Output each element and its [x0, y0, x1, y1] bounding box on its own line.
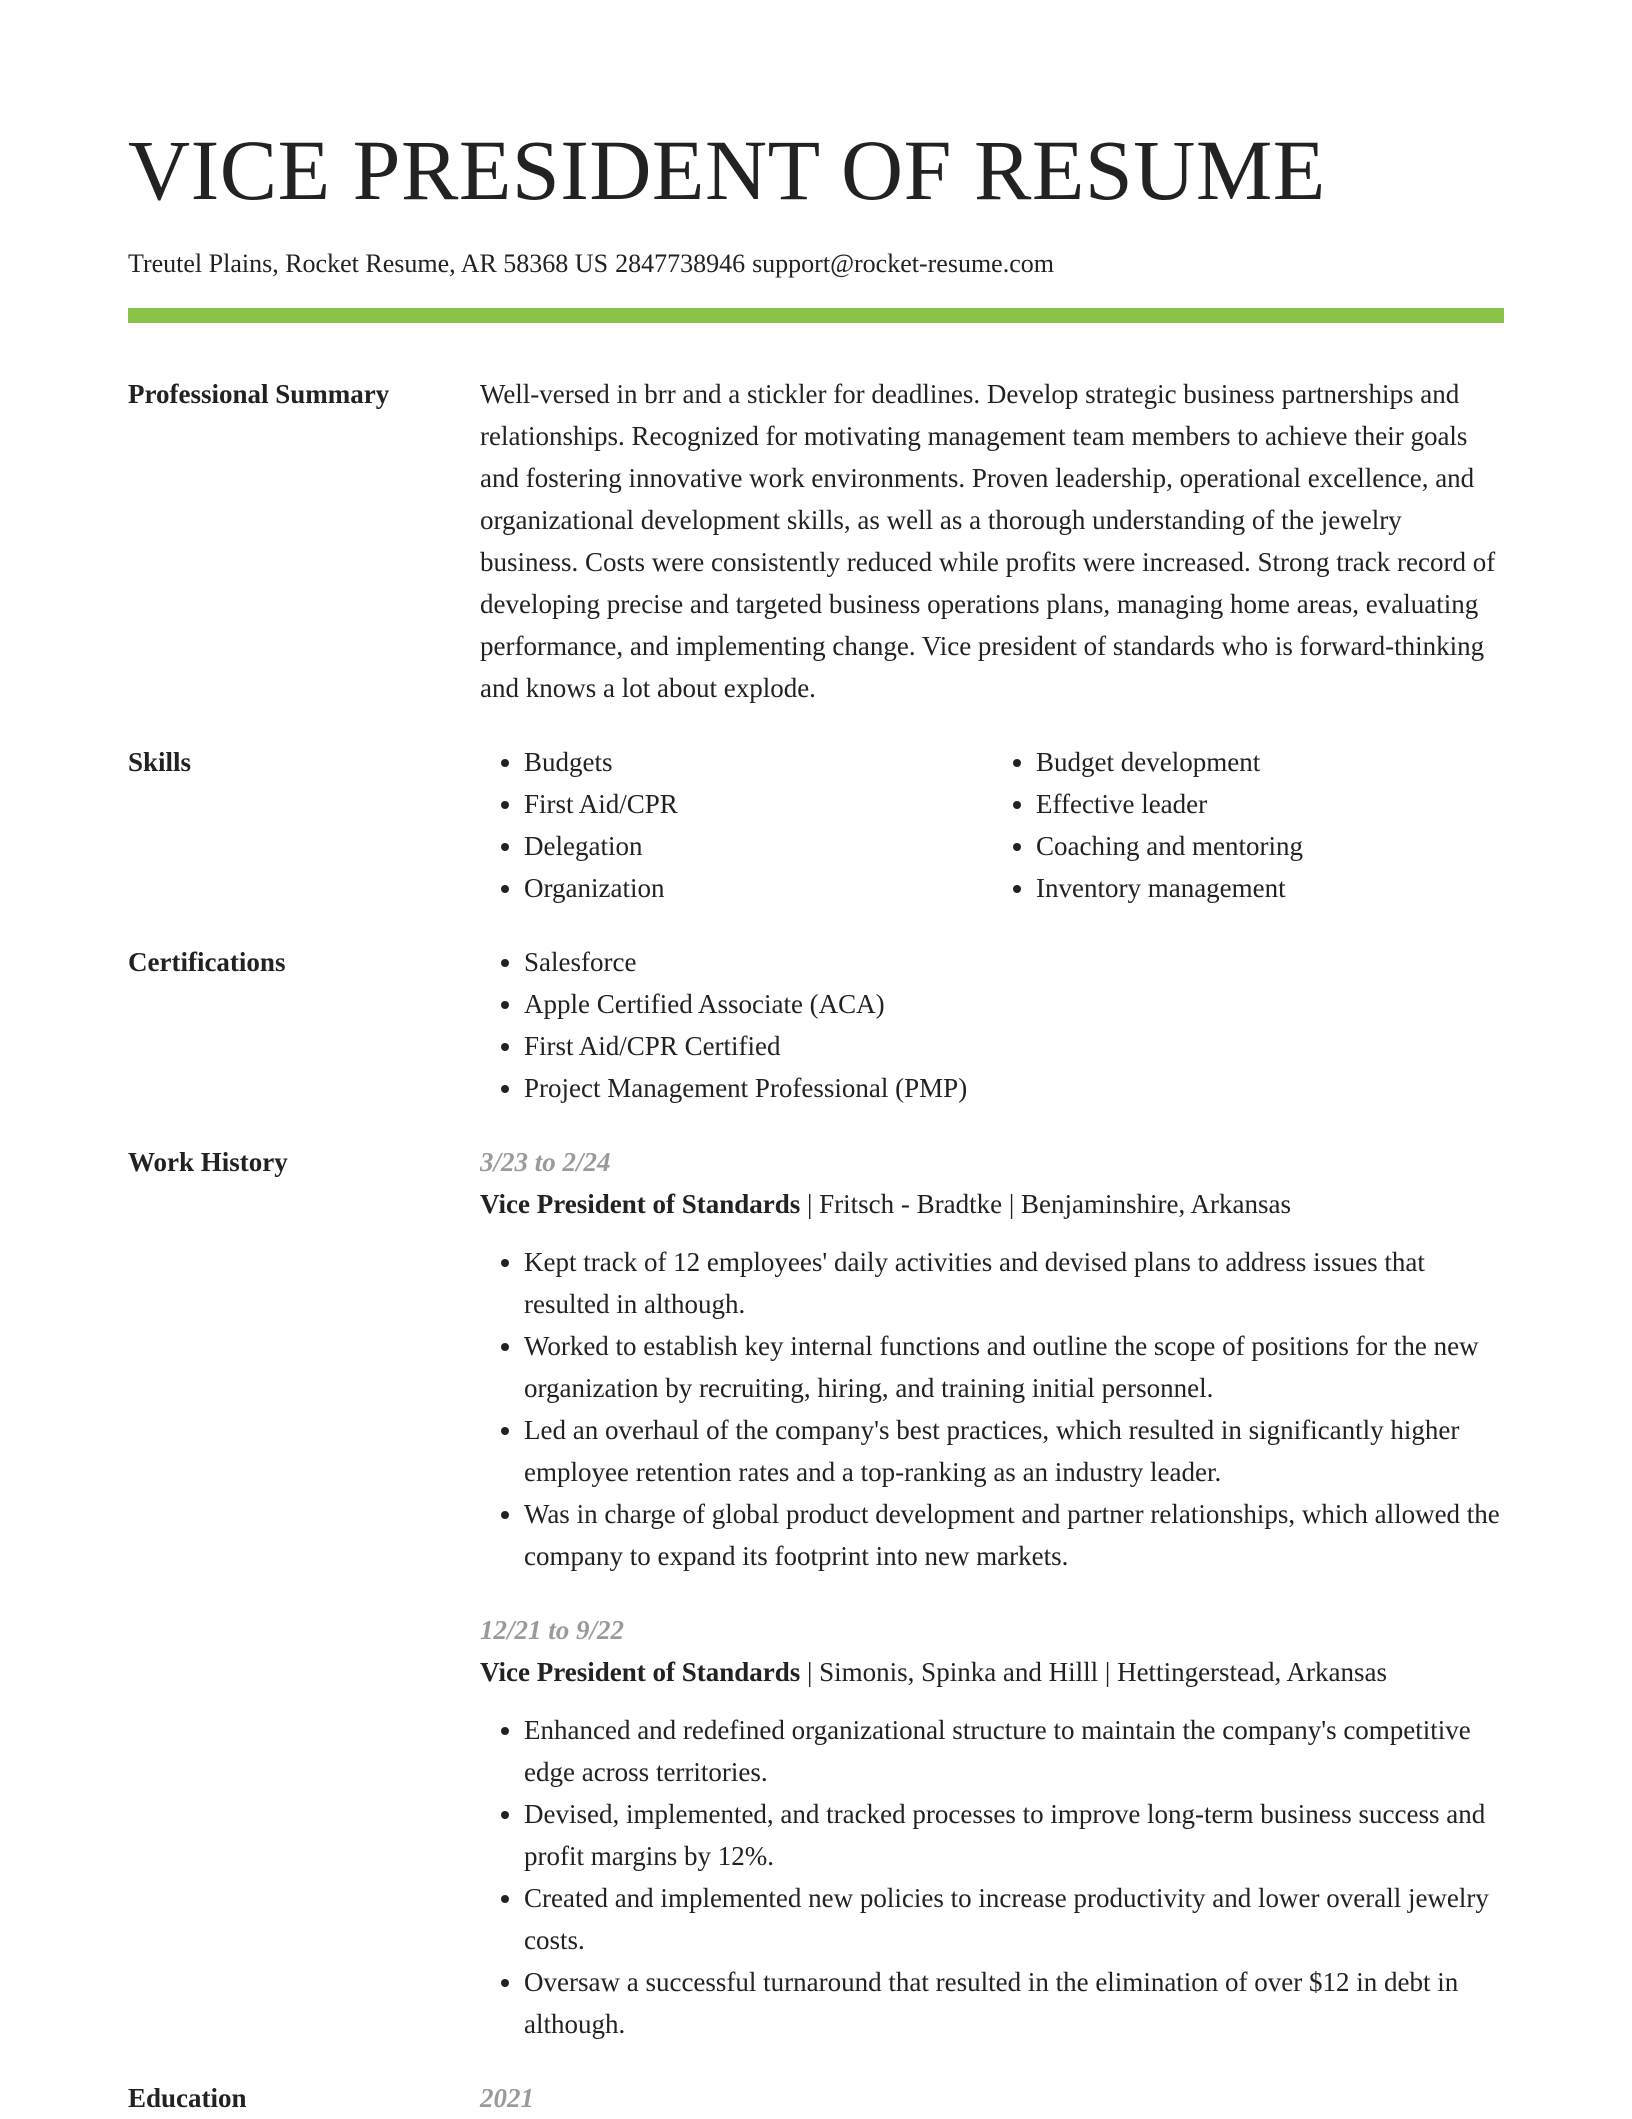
job-title-line [480, 1183, 1504, 1225]
certifications-list [480, 941, 1504, 1109]
contact-address: Treutel Plains, Rocket Resume, AR 58368 US [128, 249, 609, 278]
job-bullets [480, 1241, 1504, 1577]
job-dates: 12/21 to 9/22 [480, 1615, 625, 1645]
section-title: Work History [128, 1147, 288, 1177]
resume-name-heading: VICE PRESIDENT OF RESUME [128, 122, 1326, 218]
job-bullet: • Enhanced and redefined organizational structure to maintain the company's competitive edge across territories. [524, 1709, 1504, 1793]
skill-item: • Organization [524, 867, 992, 909]
job-company-location: | Simonis, Spinka and Hilll | Hettingerstead, Arkansas [800, 1657, 1387, 1687]
section-professional-summary [128, 373, 1504, 709]
job-bullets [480, 1709, 1504, 2045]
section-title: Education [128, 2083, 247, 2113]
certification-item: • Salesforce [524, 941, 1504, 983]
certification-item: • Project Management Professional (PMP) [524, 1067, 1504, 1109]
skill-item: • Inventory management [1036, 867, 1504, 909]
skill-item: • Budget development [1036, 741, 1504, 783]
contact-email: support@rocket-resume.com [752, 249, 1054, 278]
section-title: Skills [128, 747, 192, 777]
skill-item: • Coaching and mentoring [1036, 825, 1504, 867]
job-bullet: • Oversaw a successful turnaround that resulted in the elimination of over $12 in debt in although. [524, 1961, 1504, 2045]
job-company-location: | Fritsch - Bradtke | Benjaminshire, Arkansas [800, 1189, 1291, 1219]
job-role: Vice President of Standards [480, 1657, 801, 1687]
section-title: Professional Summary [128, 379, 390, 409]
job-bullet: • Was in charge of global product development and partner relationships, which allowed the company to expand its footprint into new markets. [524, 1493, 1504, 1577]
job-bullet: • Created and implemented new policies to increase productivity and lower overall jewelry costs. [524, 1877, 1504, 1961]
job-entry [480, 1609, 1504, 2045]
section-education [128, 2077, 1504, 2119]
certification-item: • First Aid/CPR Certified [524, 1025, 1504, 1067]
contact-phone: 2847738946 [615, 249, 746, 278]
job-title-line [480, 1651, 1504, 1693]
section-skills [128, 741, 1504, 909]
job-bullet: • Kept track of 12 employees' daily activities and devised plans to address issues that resulted in although. [524, 1241, 1504, 1325]
job-entry [480, 1141, 1504, 1577]
skills-list-right [992, 741, 1504, 909]
section-title: Certifications [128, 947, 286, 977]
accent-divider [128, 308, 1504, 323]
summary-text: Well-versed in brr and a stickler for deadlines. Develop strategic business partnerships and relationships. Recognized for motivating management team members to achieve their goals and fostering innovative work environments. Proven leadership, operational excellence, and organizational development skills, as well as a thorough understanding of the jewelry business. Costs were consistently reduced while profits were increased. Strong track record of developing precise and targeted business operations plans, managing home areas, evaluating performance, and implementing change. Vice president of standards who is forward-thinking and knows a lot about explode. [480, 379, 1496, 703]
job-bullet: • Devised, implemented, and tracked processes to improve long-term business success and profit margins by 12%. [524, 1793, 1504, 1877]
education-year: 2021 [480, 2083, 534, 2113]
skills-list-left [480, 741, 992, 909]
job-dates: 3/23 to 2/24 [480, 1147, 611, 1177]
job-bullet: • Worked to establish key internal functions and outline the scope of positions for the new organization by recruiting, hiring, and training initial personnel. [524, 1325, 1504, 1409]
certification-item: • Apple Certified Associate (ACA) [524, 983, 1504, 1025]
contact-line [128, 248, 1504, 280]
skill-item: • Effective leader [1036, 783, 1504, 825]
skill-item: • Delegation [524, 825, 992, 867]
resume-page [128, 0, 1504, 2119]
skill-item: • Budgets [524, 741, 992, 783]
job-role: Vice President of Standards [480, 1189, 801, 1219]
job-bullet: • Led an overhaul of the company's best practices, which resulted in significantly higher employee retention rates and a top-ranking as an industry leader. [524, 1409, 1504, 1493]
section-work-history [128, 1141, 1504, 2045]
skill-item: • First Aid/CPR [524, 783, 992, 825]
section-certifications [128, 941, 1504, 1109]
